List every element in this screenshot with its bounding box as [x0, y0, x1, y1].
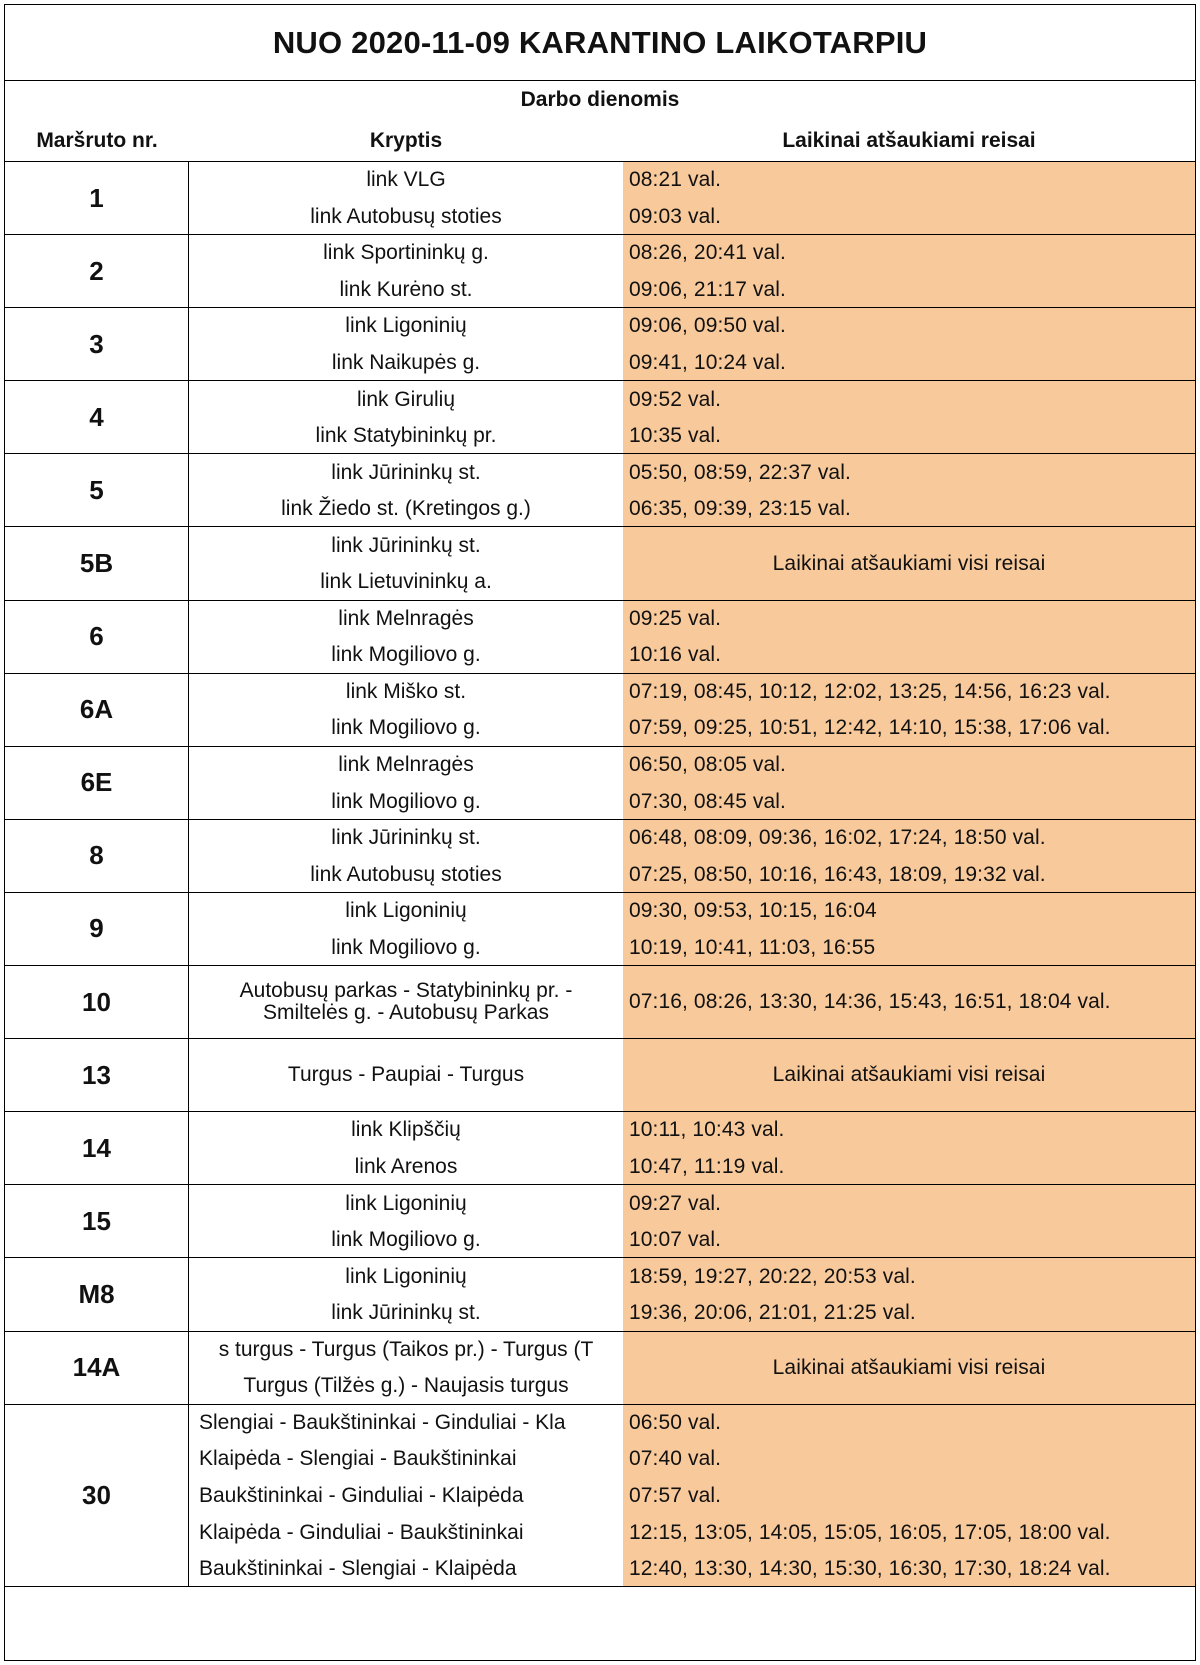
cancelled-time: 07:40 val. [629, 1447, 722, 1471]
route-number: 1 [5, 162, 189, 234]
route-number: 30 [5, 1405, 189, 1587]
route-row [5, 820, 1195, 893]
cancelled-time: 07:16, 08:26, 13:30, 14:36, 15:43, 16:51, 18:04 val. [629, 990, 1111, 1014]
route-direction: link Mogiliovo g. [331, 789, 481, 813]
cancelled-trips [623, 1112, 1195, 1184]
route-row [5, 1258, 1195, 1331]
route-directions [189, 966, 623, 1038]
route-direction: link Autobusų stoties [310, 204, 502, 228]
route-row [5, 601, 1195, 674]
route-directions [189, 381, 623, 453]
cancelled-time: 06:50 val. [629, 1410, 722, 1434]
route-row [5, 1112, 1195, 1185]
route-direction: link Ligoninių [345, 899, 467, 923]
route-direction: link Melnragės [338, 753, 474, 777]
route-directions [189, 235, 623, 307]
route-direction: Klaipėda - Ginduliai - Baukštininkai [199, 1520, 524, 1544]
cancelled-trips [623, 308, 1195, 380]
route-directions [189, 454, 623, 526]
route-direction: Turgus (Tilžės g.) - Naujasis turgus [243, 1374, 569, 1398]
route-number: 3 [5, 308, 189, 380]
route-directions [189, 747, 623, 819]
route-direction: link Mogiliovo g. [331, 716, 481, 740]
route-row [5, 747, 1195, 820]
timetable-frame [4, 4, 1196, 1661]
route-number: M8 [5, 1258, 189, 1330]
cancelled-time: 12:15, 13:05, 14:05, 15:05, 16:05, 17:05, 18:00 val. [629, 1520, 1111, 1544]
cancelled-time: 07:30, 08:45 val. [629, 789, 786, 813]
route-directions [189, 308, 623, 380]
route-directions [189, 1258, 623, 1330]
cancelled-time: 10:47, 11:19 val. [629, 1155, 785, 1179]
header-direction: Kryptis [369, 129, 443, 152]
route-direction: Slengiai - Baukštininkai - Ginduliai - Kla [199, 1410, 566, 1434]
route-direction: link Jūrininkų st. [331, 1301, 481, 1325]
cancelled-time: 09:41, 10:24 val. [629, 351, 786, 374]
route-direction: s turgus - Turgus (Taikos pr.) - Turgus (T [218, 1337, 594, 1361]
cancelled-trips [623, 1185, 1195, 1257]
route-direction: link Mogiliovo g. [331, 643, 481, 667]
route-number: 6 [5, 601, 189, 673]
route-direction: Klaipėda - Slengiai - Baukštininkai [199, 1447, 517, 1471]
cancelled-trips [623, 1258, 1195, 1330]
route-row [5, 893, 1195, 966]
cancelled-trips [623, 966, 1195, 1038]
route-direction: link Miško st. [345, 679, 467, 703]
route-directions [189, 527, 623, 599]
route-direction: Turgus - Paupiai - Turgus [287, 1063, 525, 1087]
route-number: 6E [5, 747, 189, 819]
route-direction: link Girulių [356, 387, 456, 411]
route-direction: Autobusų parkas - Statybininkų pr. - Smiltelės g. - Autobusų Parkas [239, 979, 573, 1025]
cancelled-time: 09:25 val. [629, 606, 722, 630]
route-number: 5B [5, 527, 189, 599]
route-row [5, 162, 1195, 235]
cancelled-trips [623, 747, 1195, 819]
cancelled-time: 08:26, 20:41 val. [629, 241, 786, 265]
route-number: 13 [5, 1039, 189, 1111]
route-direction: link Lietuvininkų a. [320, 570, 492, 594]
cancelled-time: 18:59, 19:27, 20:22, 20:53 val. [629, 1264, 916, 1288]
route-row [5, 1332, 1195, 1405]
cancelled-time: 09:06, 09:50 val. [629, 314, 786, 338]
cancelled-time: 09:27 val. [629, 1191, 722, 1215]
header-cancelled: Laikinai atšaukiami reisai [782, 129, 1036, 152]
route-directions [189, 601, 623, 673]
route-number: 2 [5, 235, 189, 307]
route-directions [189, 1185, 623, 1257]
route-row [5, 674, 1195, 747]
route-number: 15 [5, 1185, 189, 1257]
route-direction: Baukštininkai - Slengiai - Klaipėda [199, 1557, 517, 1581]
route-row [5, 966, 1195, 1039]
cancelled-trips [623, 454, 1195, 526]
route-number: 4 [5, 381, 189, 453]
route-direction: link Žiedo st. (Kretingos g.) [281, 497, 531, 521]
route-number: 8 [5, 820, 189, 892]
route-directions [189, 1112, 623, 1184]
cancelled-time: 10:07 val. [629, 1228, 722, 1252]
cancelled-trips [623, 1405, 1195, 1587]
cancelled-time: 08:21 val. [629, 168, 722, 192]
cancelled-trips [623, 527, 1195, 599]
route-number: 5 [5, 454, 189, 526]
route-directions [189, 820, 623, 892]
route-row [5, 235, 1195, 308]
cancelled-time: 10:35 val. [629, 424, 722, 448]
cancelled-trips [623, 162, 1195, 234]
route-direction: link VLG [366, 168, 446, 192]
cancelled-time: 07:59, 09:25, 10:51, 12:42, 14:10, 15:38, 17:06 val. [629, 716, 1111, 740]
cancelled-trips [623, 674, 1195, 746]
all-cancelled-notice: Laikinai atšaukiami visi reisai [772, 1063, 1046, 1087]
route-direction: link Kurėno st. [339, 277, 473, 301]
route-direction: link Melnragės [338, 606, 474, 630]
cancelled-time: 09:52 val. [629, 387, 722, 411]
route-row [5, 1405, 1195, 1588]
cancelled-trips [623, 601, 1195, 673]
timetable-body [5, 161, 1195, 1587]
route-direction: Baukštininkai - Ginduliai - Klaipėda [199, 1483, 524, 1507]
route-directions [189, 1039, 623, 1111]
route-direction: link Naikupės g. [331, 351, 481, 374]
cancelled-time: 06:50, 08:05 val. [629, 753, 786, 777]
cancelled-trips [623, 235, 1195, 307]
route-directions [189, 674, 623, 746]
route-number: 6A [5, 674, 189, 746]
route-row [5, 454, 1195, 527]
cancelled-trips [623, 1039, 1195, 1111]
route-direction: link Sportininkų g. [323, 241, 489, 265]
route-direction: link Ligoninių [345, 1191, 467, 1215]
subtitle: Darbo dienomis [520, 88, 680, 111]
route-direction: link Jūrininkų st. [331, 826, 481, 850]
route-direction: link Jūrininkų st. [331, 533, 481, 557]
route-direction: link Klipščių [351, 1118, 461, 1142]
cancelled-time: 12:40, 13:30, 14:30, 15:30, 16:30, 17:30, 18:24 val. [629, 1557, 1111, 1581]
route-directions [189, 1332, 623, 1404]
route-direction: link Arenos [354, 1155, 458, 1179]
page-title: NUO 2020-11-09 KARANTINO LAIKOTARPIU [5, 5, 1195, 81]
route-number: 9 [5, 893, 189, 965]
cancelled-time: 09:30, 09:53, 10:15, 16:04 [629, 899, 877, 923]
cancelled-time: 07:57 val. [629, 1483, 722, 1507]
route-direction: link Ligoninių [345, 1264, 467, 1288]
route-direction: link Mogiliovo g. [331, 1228, 481, 1252]
route-number: 10 [5, 966, 189, 1038]
cancelled-time: 07:19, 08:45, 10:12, 12:02, 13:25, 14:56, 16:23 val. [629, 679, 1111, 703]
route-row [5, 1185, 1195, 1258]
cancelled-time: 07:25, 08:50, 10:16, 16:43, 18:09, 19:32 val. [629, 862, 1046, 886]
route-number: 14 [5, 1112, 189, 1184]
header-route: Maršruto nr. [36, 129, 158, 152]
route-row [5, 527, 1195, 600]
all-cancelled-notice: Laikinai atšaukiami visi reisai [772, 551, 1046, 575]
cancelled-time: 19:36, 20:06, 21:01, 21:25 val. [629, 1301, 916, 1325]
route-direction: link Autobusų stoties [310, 862, 502, 886]
route-directions [189, 893, 623, 965]
all-cancelled-notice: Laikinai atšaukiami visi reisai [772, 1355, 1046, 1379]
cancelled-time: 10:19, 10:41, 11:03, 16:55 [629, 935, 876, 959]
route-directions [189, 162, 623, 234]
cancelled-trips [623, 893, 1195, 965]
cancelled-time: 10:16 val. [629, 643, 722, 667]
cancelled-time: 10:11, 10:43 val. [629, 1118, 785, 1142]
cancelled-time: 09:06, 21:17 val. [629, 277, 786, 301]
cancelled-trips [623, 1332, 1195, 1404]
route-direction: link Statybininkų pr. [315, 424, 497, 448]
route-directions [189, 1405, 623, 1587]
route-direction: link Ligoninių [345, 314, 467, 338]
route-row [5, 308, 1195, 381]
cancelled-trips [623, 820, 1195, 892]
cancelled-trips [623, 381, 1195, 453]
route-row [5, 381, 1195, 454]
cancelled-time: 06:35, 09:39, 23:15 val. [629, 497, 851, 521]
cancelled-time: 05:50, 08:59, 22:37 val. [629, 460, 851, 484]
cancelled-time: 06:48, 08:09, 09:36, 16:02, 17:24, 18:50 val. [629, 826, 1046, 850]
route-row [5, 1039, 1195, 1112]
cancelled-time: 09:03 val. [629, 204, 722, 228]
route-direction: link Jūrininkų st. [331, 460, 481, 484]
route-number: 14A [5, 1332, 189, 1404]
route-direction: link Mogiliovo g. [331, 935, 481, 959]
